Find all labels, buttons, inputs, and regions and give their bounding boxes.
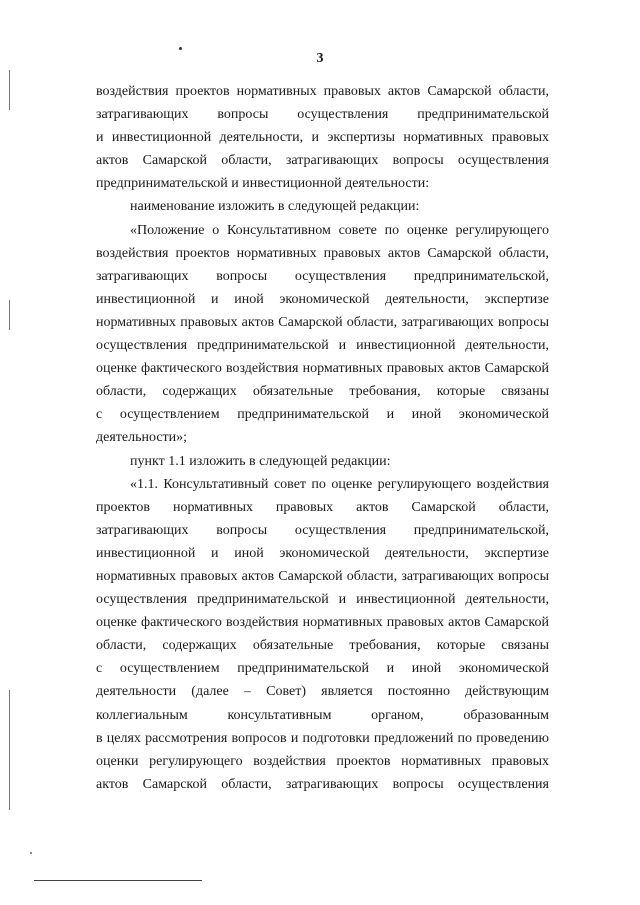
text-line: инвестиционной и иной экономической деятельности, экспертизе <box>96 291 549 307</box>
text-line: оценке фактического воздействия нормативных правовых актов Самарской <box>96 361 549 377</box>
text-line: осуществления предпринимательской и инвестиционной деятельности, <box>96 592 549 608</box>
text-line: деятельности (далее – Совет) является постоянно действующим <box>96 684 549 700</box>
scan-edge-line <box>9 70 10 110</box>
text-line: и инвестиционной деятельности, и экспертизы нормативных правовых <box>96 130 549 146</box>
text-line: области, содержащих обязательные требования, которые связаны <box>96 384 549 400</box>
page-number: 3 <box>316 51 324 66</box>
text-line: с осуществлением предпринимательской и иной экономической <box>96 407 549 423</box>
text-line: воздействия проектов нормативных правовых актов Самарской области, <box>96 84 549 99</box>
text-line: нормативных правовых актов Самарской области, затрагивающих вопросы <box>96 568 549 584</box>
text-line: «Положение о Консультативном совете по оценке регулирующего <box>130 222 549 238</box>
text-line: затрагивающих вопросы осуществления предпринимательской, <box>96 522 549 538</box>
text-line: нормативных правовых актов Самарской области, затрагивающих вопросы <box>96 314 549 330</box>
text-line: затрагивающих вопросы осуществления предпринимательской <box>96 107 549 123</box>
document-body <box>96 80 549 796</box>
text-line: актов Самарской области, затрагивающих вопросы осуществления <box>96 153 549 169</box>
text-line: коллегиальным консультативным органом, образованным <box>96 707 549 723</box>
text-line: воздействия проектов нормативных правовых актов Самарской области, <box>96 245 549 261</box>
scan-speck <box>30 852 32 854</box>
text-line: «1.1. Консультативный совет по оценке регулирующего воздействия <box>130 476 549 492</box>
text-line: наименование изложить в следующей редакции: <box>130 199 420 215</box>
text-line: осуществления предпринимательской и инвестиционной деятельности, <box>96 338 549 354</box>
scan-edge-line <box>9 300 10 330</box>
text-line: пункт 1.1 изложить в следующей редакции: <box>130 453 391 469</box>
text-line: деятельности»; <box>96 430 188 446</box>
text-line: с осуществлением предпринимательской и иной экономической <box>96 661 549 677</box>
text-line: области, содержащих обязательные требования, которые связаны <box>96 638 549 654</box>
scan-edge-line <box>9 690 10 810</box>
page-dot-mark <box>179 47 182 50</box>
text-line: предпринимательской и инвестиционной деятельности: <box>96 176 430 192</box>
text-line: затрагивающих вопросы осуществления предпринимательской, <box>96 268 549 284</box>
text-line: в целях рассмотрения вопросов и подготовки предложений по проведению <box>96 730 549 746</box>
text-line: оценке фактического воздействия нормативных правовых актов Самарской <box>96 615 549 631</box>
text-line: проектов нормативных правовых актов Самарской области, <box>96 499 549 515</box>
text-line: оценки регулирующего воздействия проектов нормативных правовых <box>96 753 549 769</box>
text-line: инвестиционной и иной экономической деятельности, экспертизе <box>96 545 549 561</box>
text-line: актов Самарской области, затрагивающих вопросы осуществления <box>96 776 549 792</box>
footnote-rule <box>34 880 202 881</box>
